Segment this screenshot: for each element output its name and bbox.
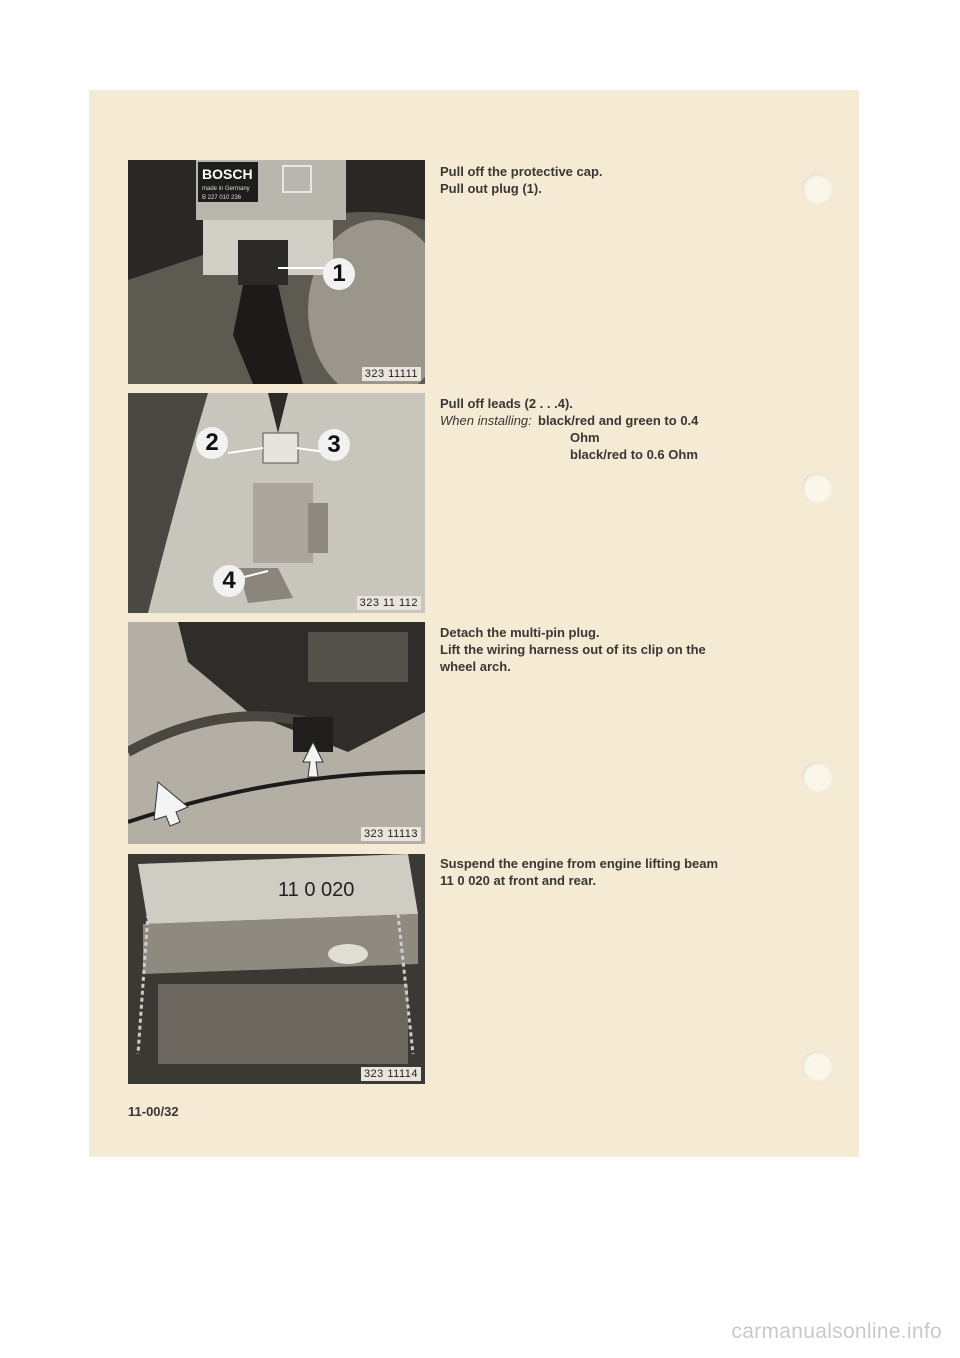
binder-hole [802, 762, 832, 792]
step-2-intro: Pull off leads (2 . . .4). [440, 396, 573, 411]
photo-3-illustration [128, 622, 425, 844]
installing-note [440, 412, 760, 463]
photo-number: 323 11113 [361, 827, 421, 841]
installing-values [540, 412, 760, 463]
callout-4: 4 [213, 565, 245, 597]
watermark: carmanualsonline.info [731, 1320, 942, 1343]
step-3-line-3: wheel arch. [440, 659, 511, 674]
photo-engine-lifting-beam [128, 854, 425, 1084]
part-number-label: B 227 010 236 [202, 195, 242, 201]
photo-ignition-control-unit [128, 160, 425, 384]
installing-value-2: Ohm [570, 430, 600, 445]
photo-number: 323 11114 [361, 1067, 421, 1081]
step-3-text [440, 624, 760, 675]
photo-4-illustration [128, 854, 425, 1084]
beam-tool-number: 11 0 020 [278, 879, 355, 901]
photo-multi-pin-plug [128, 622, 425, 844]
bosch-label: BOSCH [202, 166, 253, 182]
photo-number: 323 11111 [362, 367, 421, 381]
callout-3: 3 [318, 429, 350, 461]
photo-2-illustration [128, 393, 425, 613]
step-2-text [440, 395, 760, 463]
callout-1: 1 [323, 258, 355, 290]
step-1-text [440, 163, 760, 197]
step-1-line-2: Pull out plug (1). [440, 181, 542, 196]
step-4-text [440, 855, 760, 889]
callout-2: 2 [196, 427, 228, 459]
step-3-line-1: Detach the multi-pin plug. [440, 625, 600, 640]
photo-number: 323 11 112 [357, 596, 421, 610]
photo-series-resistor [128, 393, 425, 613]
installing-value-1: black/red and green to 0.4 [538, 413, 699, 428]
installing-value-3: black/red to 0.6 Ohm [570, 447, 698, 462]
binder-hole [802, 473, 832, 503]
made-in-label: made in Germany [202, 186, 250, 192]
binder-hole [802, 1051, 832, 1081]
step-1-line-1: Pull off the protective cap. [440, 164, 603, 179]
step-4-line-2: 11 0 020 at front and rear. [440, 873, 597, 888]
page-number: 11-00/32 [128, 1104, 179, 1119]
binder-hole [802, 174, 832, 204]
step-3-line-2: Lift the wiring harness out of its clip on the [440, 642, 706, 657]
installing-label: When installing: [440, 413, 532, 428]
photo-1-illustration [128, 160, 425, 384]
step-4-line-1: Suspend the engine from engine lifting beam [440, 856, 719, 871]
